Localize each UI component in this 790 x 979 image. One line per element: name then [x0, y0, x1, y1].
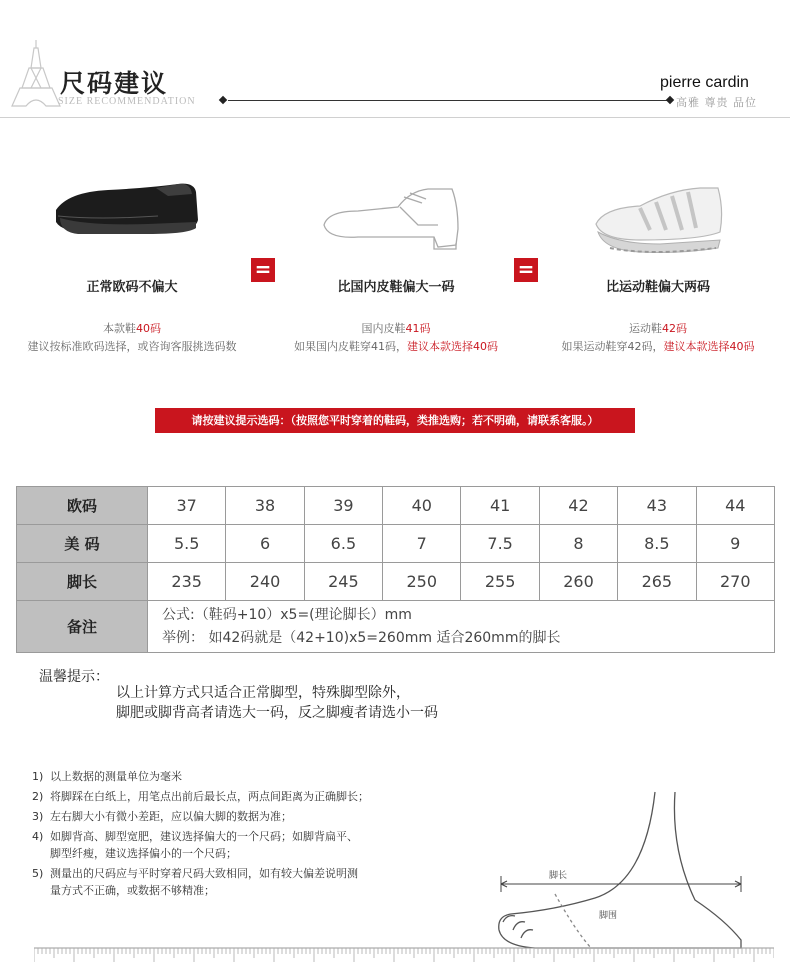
table-row-foot-length	[17, 563, 775, 601]
header-rule-dot-right	[666, 96, 674, 104]
note-formula: 公式:（鞋码+10）x5=(理论脚长）mm	[162, 606, 412, 623]
column-1-title: 正常欧码不偏大	[86, 280, 178, 295]
table-cell: 265	[618, 563, 696, 601]
header-rule-dot-left	[219, 96, 227, 104]
column-3-line1-highlight: 42码	[662, 322, 687, 335]
row-label: 脚长	[17, 563, 148, 601]
table-cell: 235	[148, 563, 226, 601]
eiffel-tower-icon	[10, 38, 62, 108]
table-cell: 41	[461, 487, 539, 525]
header-divider	[0, 117, 790, 118]
equals-icon-2: =	[514, 258, 538, 282]
list-item-number: 1)	[32, 770, 44, 783]
note-cell	[148, 601, 775, 653]
brand-tagline: 高雅 尊贵 品位	[676, 96, 757, 109]
sneaker-image	[590, 182, 760, 260]
foot-girth-label: 脚围	[599, 911, 618, 921]
list-item	[32, 768, 369, 785]
list-item-text: 将脚踩在白纸上，用笔点出前后最长点，两点间距离为正确脚长；	[50, 790, 369, 803]
column-1-line1-highlight: 40码	[136, 322, 161, 335]
header-rule	[228, 100, 670, 101]
list-item-text-cont: 量方式不正确，或数据不够精准；	[50, 884, 215, 897]
column-1-line2: 建议按标准欧码选择，或咨询客服挑选码数	[27, 340, 237, 353]
table-cell: 37	[148, 487, 226, 525]
table-row-us	[17, 525, 775, 563]
table-cell: 38	[226, 487, 304, 525]
list-item-number: 3)	[32, 810, 44, 823]
list-item-text: 如脚背高、脚型宽肥，建议选择偏大的一个尺码；如脚背扁平、	[50, 830, 358, 843]
table-cell: 39	[304, 487, 382, 525]
column-2-line1-highlight: 41码	[405, 322, 431, 335]
table-cell: 6.5	[304, 525, 382, 563]
column-2-line2-highlight: 建议本款选择40码	[407, 340, 498, 353]
list-item-text: 以上数据的测量单位为毫米	[50, 770, 182, 783]
leather-shoe-sketch-image	[318, 185, 488, 263]
table-cell: 7	[383, 525, 461, 563]
list-item	[32, 808, 369, 825]
table-cell: 9	[696, 525, 774, 563]
list-item-number: 5)	[32, 867, 44, 880]
column-2-line1	[264, 320, 528, 336]
list-item	[32, 828, 369, 862]
column-3-line2-text: 如果运动鞋穿42码，	[561, 340, 664, 353]
column-1-line1	[0, 320, 264, 336]
list-item-text: 左右脚大小有微小差距，应以偏大脚的数据为准；	[50, 810, 292, 823]
size-chart-table	[16, 486, 775, 653]
table-cell: 250	[383, 563, 461, 601]
ruler-graphic	[34, 946, 774, 966]
size-notice-banner: 请按建议提示选码：（按照您平时穿着的鞋码，类推选购；若不明确，请联系客服。）	[155, 408, 635, 433]
column-3-title: 比运动鞋偏大两码	[605, 280, 710, 295]
table-cell: 43	[618, 487, 696, 525]
table-cell: 6	[226, 525, 304, 563]
tips-line-1: 以上计算方式只适合正常脚型，特殊脚型除外，	[116, 685, 410, 701]
tips-line-2: 脚肥或脚背高者请选大一码，反之脚瘦者请选小一码	[116, 705, 438, 721]
column-3-line2	[526, 338, 790, 354]
column-2-line2-text: 如果国内皮鞋穿41码，	[294, 340, 407, 353]
row-label: 欧码	[17, 487, 148, 525]
table-cell: 44	[696, 487, 774, 525]
row-label: 美 码	[17, 525, 148, 563]
column-1-line1-text: 本款鞋	[103, 322, 136, 335]
foot-measurement-diagram	[495, 790, 755, 950]
column-3-line1-text: 运动鞋	[629, 322, 662, 335]
loafer-shoe-image	[48, 170, 218, 248]
page-subtitle: SIZE RECOMMENDATION	[58, 96, 196, 107]
column-3-line1	[526, 320, 790, 336]
list-item-text: 测量出的尺码应与平时穿着尺码大致相同，如有较大偏差说明测	[50, 867, 358, 880]
column-3-line2-highlight: 建议本款选择40码	[663, 340, 755, 353]
equals-icon-1: =	[251, 258, 275, 282]
table-cell: 270	[696, 563, 774, 601]
list-item	[32, 788, 369, 805]
table-cell: 8.5	[618, 525, 696, 563]
list-item-number: 2)	[32, 790, 44, 803]
table-cell: 5.5	[148, 525, 226, 563]
list-item-number: 4)	[32, 830, 44, 843]
table-cell: 7.5	[461, 525, 539, 563]
column-2-line1-text: 国内皮鞋	[361, 322, 406, 335]
table-cell: 40	[383, 487, 461, 525]
table-row-note	[17, 601, 775, 653]
table-cell: 255	[461, 563, 539, 601]
page-title: 尺码建议	[60, 69, 169, 98]
note-example: 举例： 如42码就是（42+10)x5=260mm 适合260mm的脚长	[162, 629, 561, 646]
brand-logo: pierre cardin	[660, 74, 749, 91]
table-cell: 42	[539, 487, 617, 525]
list-item	[32, 865, 369, 899]
measurement-instructions	[32, 768, 369, 902]
table-cell: 260	[539, 563, 617, 601]
foot-length-label: 脚长	[549, 871, 568, 881]
table-cell: 8	[539, 525, 617, 563]
table-cell: 245	[304, 563, 382, 601]
list-item-text-cont: 脚型纤瘦，建议选择偏小的一个尺码；	[50, 847, 237, 860]
table-row-eu	[17, 487, 775, 525]
row-label: 备注	[17, 601, 148, 653]
column-2-title: 比国内皮鞋偏大一码	[337, 280, 455, 295]
table-cell: 240	[226, 563, 304, 601]
column-2-line2	[264, 338, 528, 354]
tips-title: 温馨提示：	[39, 669, 109, 685]
